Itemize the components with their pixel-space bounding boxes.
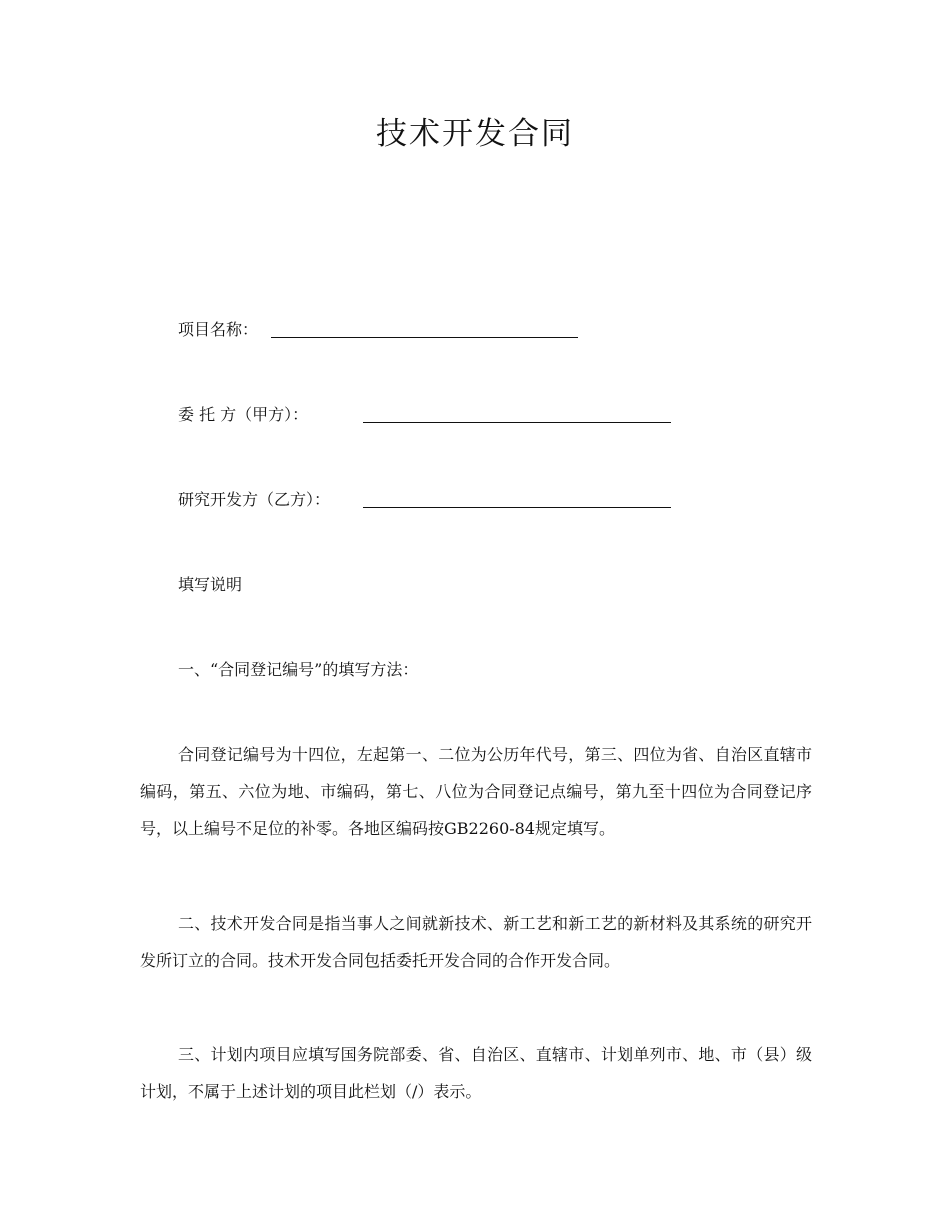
- developer-party-label: 研究开发方（乙方）：: [178, 490, 331, 509]
- developer-party-blank-line: [363, 507, 671, 508]
- client-party-label: 委 托 方（甲方）：: [178, 405, 309, 424]
- project-name-label: 项目名称：: [178, 320, 259, 339]
- client-party-blank-line: [363, 422, 671, 423]
- paragraph-item-three: 三、计划内项目应填写国务院部委、省、自治区、直辖市、计划单列市、地、市（县）级计划，不属于上述计划的项目此栏划（/）表示。: [140, 1045, 812, 1101]
- instructions-heading: 填写说明: [178, 575, 243, 594]
- project-name-blank-line: [271, 337, 578, 338]
- paragraph-item-two: 二、技术开发合同是指当事人之间就新技术、新工艺和新工艺的新材料及其系统的研究开发所订立的合同。技术开发合同包括委托开发合同的合作开发合同。: [140, 914, 812, 970]
- paragraph-registration-number: 合同登记编号为十四位，左起第一、二位为公历年代号，第三、四位为省、自治区直辖市编码，第五、六位为地、市编码，第七、八位为合同登记点编号，第九至十四位为合同登记序号，以上编号不足位的补零。各地区编码按GB2260-84规定填写。: [140, 745, 812, 838]
- document-title: 技术开发合同: [376, 116, 574, 152]
- item-one-heading: 一、“合同登记编号”的填写方法：: [178, 660, 419, 679]
